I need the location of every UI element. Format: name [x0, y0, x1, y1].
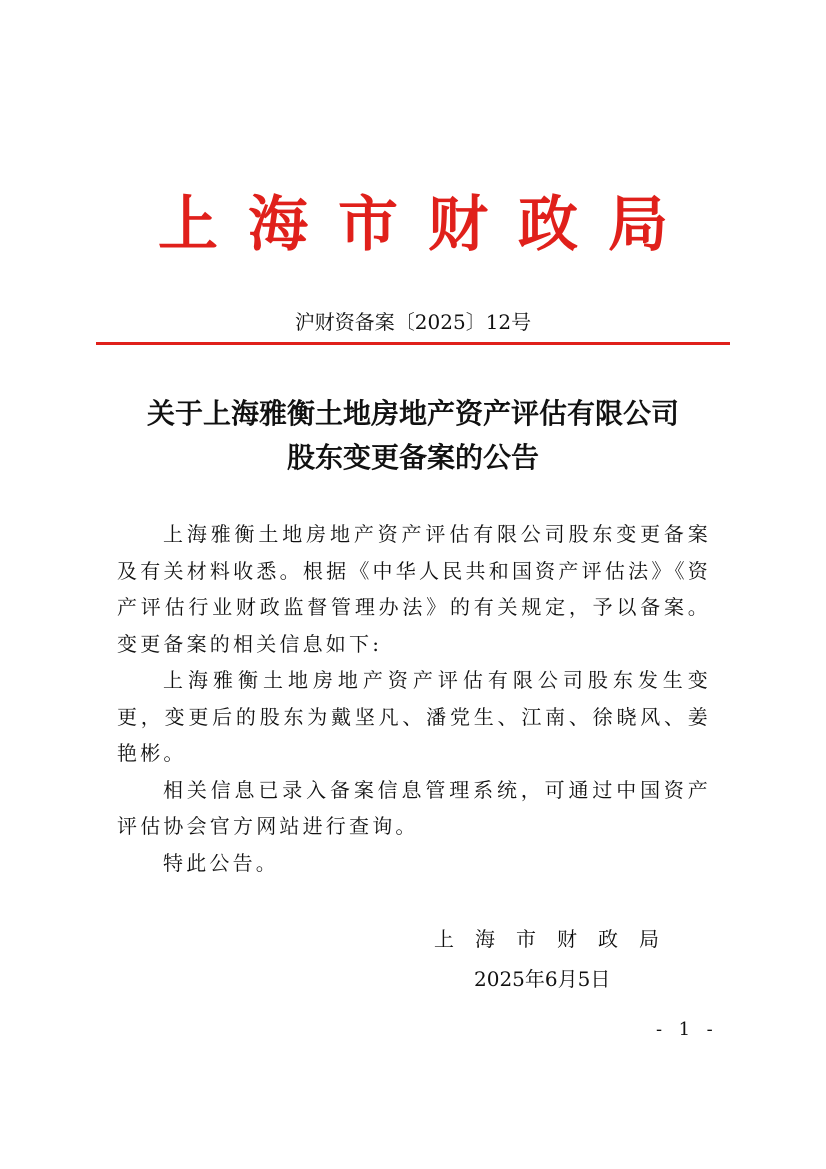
- body-paragraph-2: 上海雅衡土地房地产资产评估有限公司股东发生变更，变更后的股东为戴坚凡、潘党生、江南、徐晓风、姜艳彬。: [117, 668, 711, 765]
- notice-title-line-1: 关于上海雅衡土地房地产资产评估有限公司: [146, 397, 679, 430]
- red-divider-line: [96, 342, 730, 345]
- document-number: 沪财资备案〔2025〕12号: [294, 310, 532, 334]
- body-paragraph-3: 相关信息已录入备案信息管理系统，可通过中国资产评估协会官方网站进行查询。: [117, 777, 711, 838]
- signature-date: 2025年6月5日: [474, 967, 611, 991]
- notice-body: [117, 516, 711, 881]
- body-paragraph-4: 特此公告。: [163, 850, 279, 875]
- signature-organization: 上海市财政局: [434, 927, 680, 951]
- body-paragraph-1: 上海雅衡土地房地产资产评估有限公司股东变更备案及有关材料收悉。根据《中华人民共和国资产评估法》《资产评估行业财政监督管理办法》的有关规定，予以备案。变更备案的相关信息如下:: [117, 522, 711, 656]
- issuing-authority-title: 上海市财政局: [158, 190, 698, 260]
- page-number: - 1 -: [656, 1019, 719, 1040]
- notice-title: [60, 392, 766, 480]
- notice-title-line-2: 股东变更备案的公告: [286, 441, 539, 474]
